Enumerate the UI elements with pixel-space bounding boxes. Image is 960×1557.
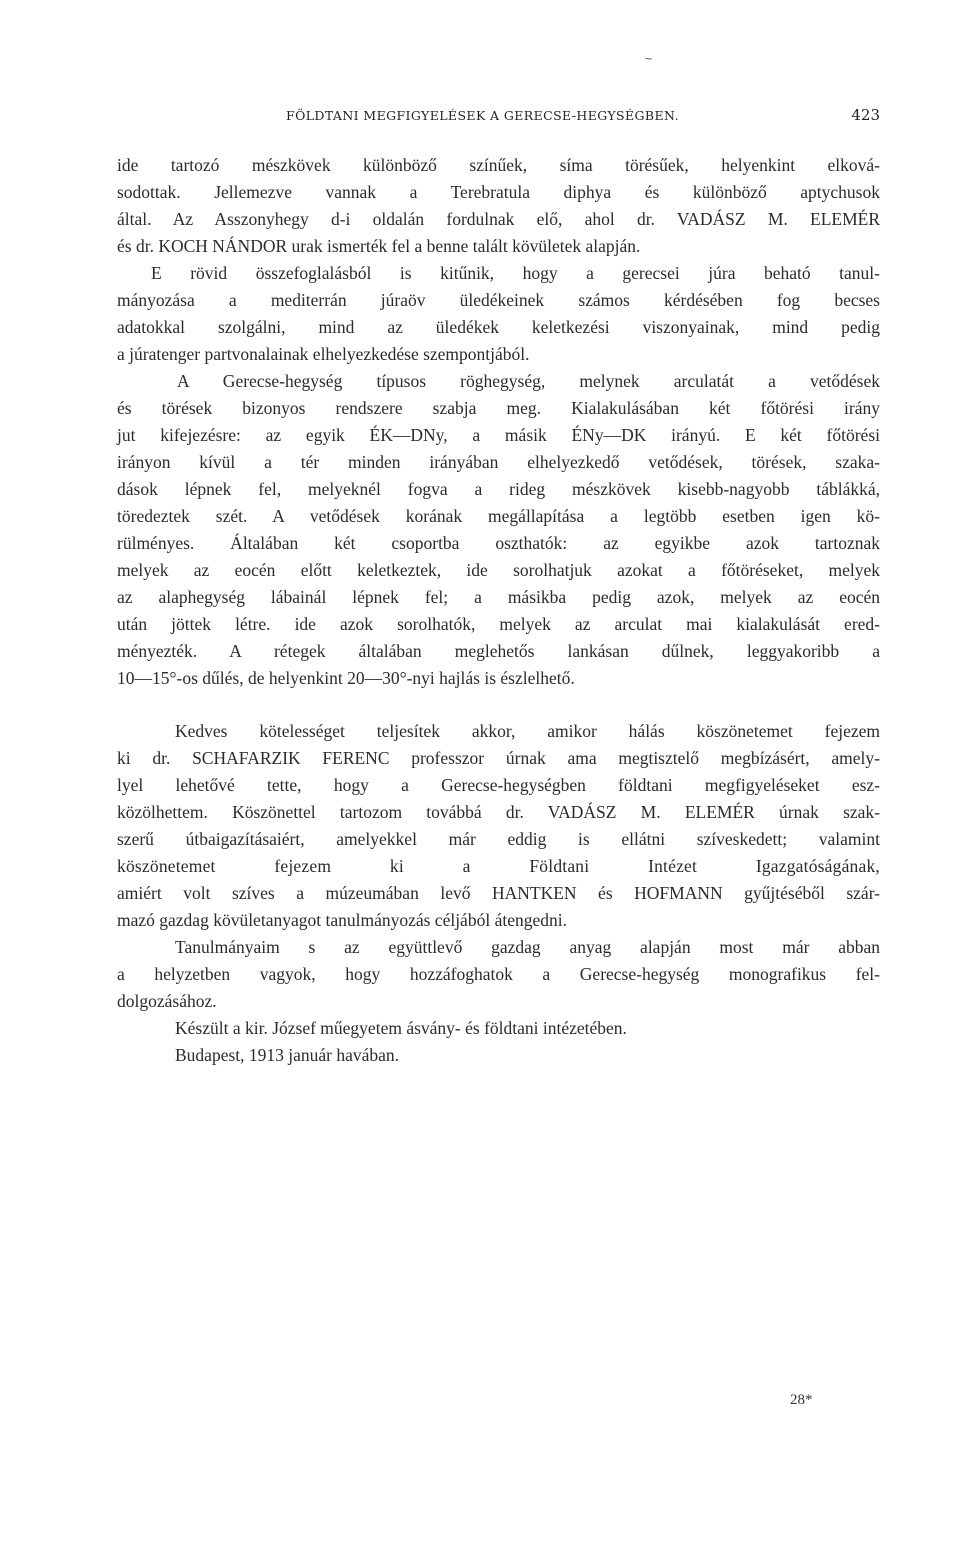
text-line: 10—15°-os dűlés, de helyenkint 20—30°-nyi hajlás is észlelhető. — [117, 668, 575, 688]
text-line: rülményes. Általában két csoportba oszthatók: az egyikbe azok tartoznak — [117, 533, 880, 553]
text-line: szerű útbaigazításaiért, amelyekkel már eddig is ellátni szíveskedett; valamint — [117, 829, 880, 849]
text-line: Kedves kötelességet teljesítek akkor, amikor hálás köszönetemet fejezem — [175, 721, 880, 741]
page-number: 423 — [851, 106, 880, 124]
text-line: adatokkal szolgálni, mind az üledékek keletkezési viszonyainak, mind pedig — [117, 317, 880, 337]
text-line: után jöttek létre. ide azok sorolhatók, melyek az arculat mai kialakulását ered- — [117, 614, 880, 634]
text-line: a júratenger partvonalainak elhelyezkedése szempontjából. — [117, 344, 530, 364]
paragraph-gap — [117, 692, 880, 718]
running-title: FÖLDTANI MEGFIGYELÉSEK A GERECSE-HEGYSÉGBEN. — [286, 108, 679, 123]
corner-mark: ~ — [644, 52, 654, 65]
body-text — [117, 152, 880, 1069]
text-line: irányon kívül a tér minden irányában elhelyezkedő vetődések, törések, szaka- — [117, 452, 880, 472]
text-line: lyel lehetővé tette, hogy a Gerecse-hegységben földtani megfigyeléseket esz- — [117, 775, 880, 795]
running-head — [118, 108, 880, 130]
text-line: ki dr. SCHAFARZIK FERENC professzor úrnak ama megtisztelő megbízásért, amely- — [117, 748, 880, 768]
text-line: dások lépnek fel, melyeknél fogva a rideg mészkövek kisebb-nagyobb táblákká, — [117, 479, 880, 499]
text-line: amiért volt szíves a múzeumában levő HANTKEN és HOFMANN gyűjtéséből szár- — [117, 883, 880, 903]
signature-mark: 28* — [790, 1392, 813, 1408]
text-line: Tanulmányaim s az együttlevő gazdag anyag alapján most már abban — [175, 937, 880, 957]
text-line: köszönetemet fejezem ki a Földtani Intézet Igazgatóságának, — [117, 856, 880, 876]
text-line: az alaphegység lábainál lépnek fel; a másikba pedig azok, melyek az eocén — [117, 587, 880, 607]
text-line: ményezték. A rétegek általában meglehetős lankásan dűlnek, leggyakoribb a — [117, 641, 880, 661]
text-line: A Gerecse-hegység típusos röghegység, melynek arculatát a vetődések — [177, 371, 880, 391]
text-line: ide tartozó mészkövek különböző színűek, síma törésűek, helyenkint elková- — [117, 155, 880, 175]
text-line: mazó gazdag kövületanyagot tanulmányozás céljából átengedni. — [117, 910, 567, 930]
text-line: melyek az eocén előtt keletkeztek, ide sorolhatjuk azokat a főtöréseket, melyek — [117, 560, 880, 580]
text-line: dolgozásához. — [117, 991, 217, 1011]
text-line: közölhettem. Köszönettel tartozom továbbá dr. VADÁSZ M. ELEMÉR úrnak szak- — [117, 802, 880, 822]
text-line: töredeztek szét. A vetődések korának megállapítása a legtöbb esetben igen kö- — [117, 506, 880, 526]
text-line: és törések bizonyos rendszere szabja meg. Kialakulásában két főtörési irány — [117, 398, 880, 418]
text-line: és dr. KOCH NÁNDOR urak ismerték fel a benne talált kövületek alapján. — [117, 236, 641, 256]
text-line: mányozása a mediterrán júraöv üledékeinek számos kérdésében fog becses — [117, 290, 880, 310]
text-line: jut kifejezésre: az egyik ÉK—DNy, a másik ÉNy—DK irányú. E két főtörési — [117, 425, 880, 445]
text-line: Készült a kir. József műegyetem ásvány- és földtani intézetében. — [175, 1018, 627, 1038]
text-line: E rövid összefoglalásból is kitűnik, hogy a gerecsei júra beható tanul- — [151, 263, 880, 283]
text-line: a helyzetben vagyok, hogy hozzáfoghatok a Gerecse-hegység monografikus fel- — [117, 964, 880, 984]
text-line: Budapest, 1913 január havában. — [175, 1045, 400, 1065]
text-line: által. Az Asszonyhegy d-i oldalán fordulnak elő, ahol dr. VADÁSZ M. ELEMÉR — [117, 209, 880, 229]
text-line: sodottak. Jellemezve vannak a Terebratula diphya és különböző aptychusok — [117, 182, 880, 202]
